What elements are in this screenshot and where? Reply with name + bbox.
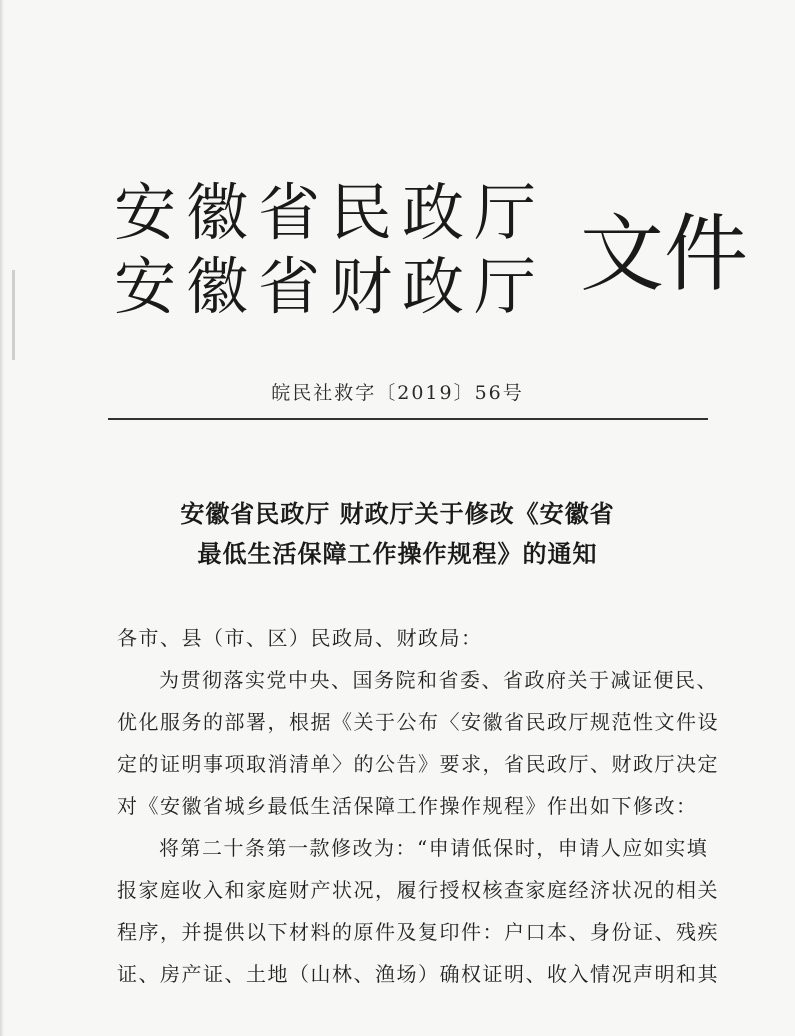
document-label: 文件 <box>580 205 749 303</box>
body-line-7: 程序，并提供以下材料的原件及复印件：户口本、身份证、残疾 <box>117 920 719 944</box>
body-line-6: 报家庭收入和家庭财产状况，履行授权核查家庭经济状况的相关 <box>117 878 719 902</box>
document-number: 皖民社救字〔2019〕56号 <box>271 382 524 404</box>
scan-mark <box>12 270 15 360</box>
body-line-1: 为贯彻落实党中央、国务院和省委、省政府关于减证便民、 <box>159 668 718 692</box>
issuer-line-1: 安徽省民政厅 <box>114 176 547 249</box>
body-line-8: 证、房产证、土地（山林、渔场）确权证明、收入情况声明和其 <box>117 962 719 986</box>
notice-title-line-1: 安徽省民政厅 财政厅关于修改《安徽省 <box>180 500 615 528</box>
body-line-3: 定的证明事项取消清单〉的公告》要求，省民政厅、财政厅决定 <box>117 752 719 776</box>
issuer-line-2: 安徽省财政厅 <box>114 250 547 323</box>
notice-title-line-2: 最低生活保障工作操作规程》的通知 <box>197 540 598 568</box>
body-line-5: 将第二十条第一款修改为：“申请低保时，申请人应如实填 <box>159 836 709 860</box>
body-line-4: 对《安徽省城乡最低生活保障工作操作规程》作出如下修改： <box>117 794 698 818</box>
salutation: 各市、县（市、区）民政局、财政局： <box>117 626 483 650</box>
document-header <box>114 172 749 332</box>
header-divider <box>108 418 708 420</box>
body-line-2: 优化服务的部署，根据《关于公布〈安徽省民政厅规范性文件设 <box>117 710 719 734</box>
